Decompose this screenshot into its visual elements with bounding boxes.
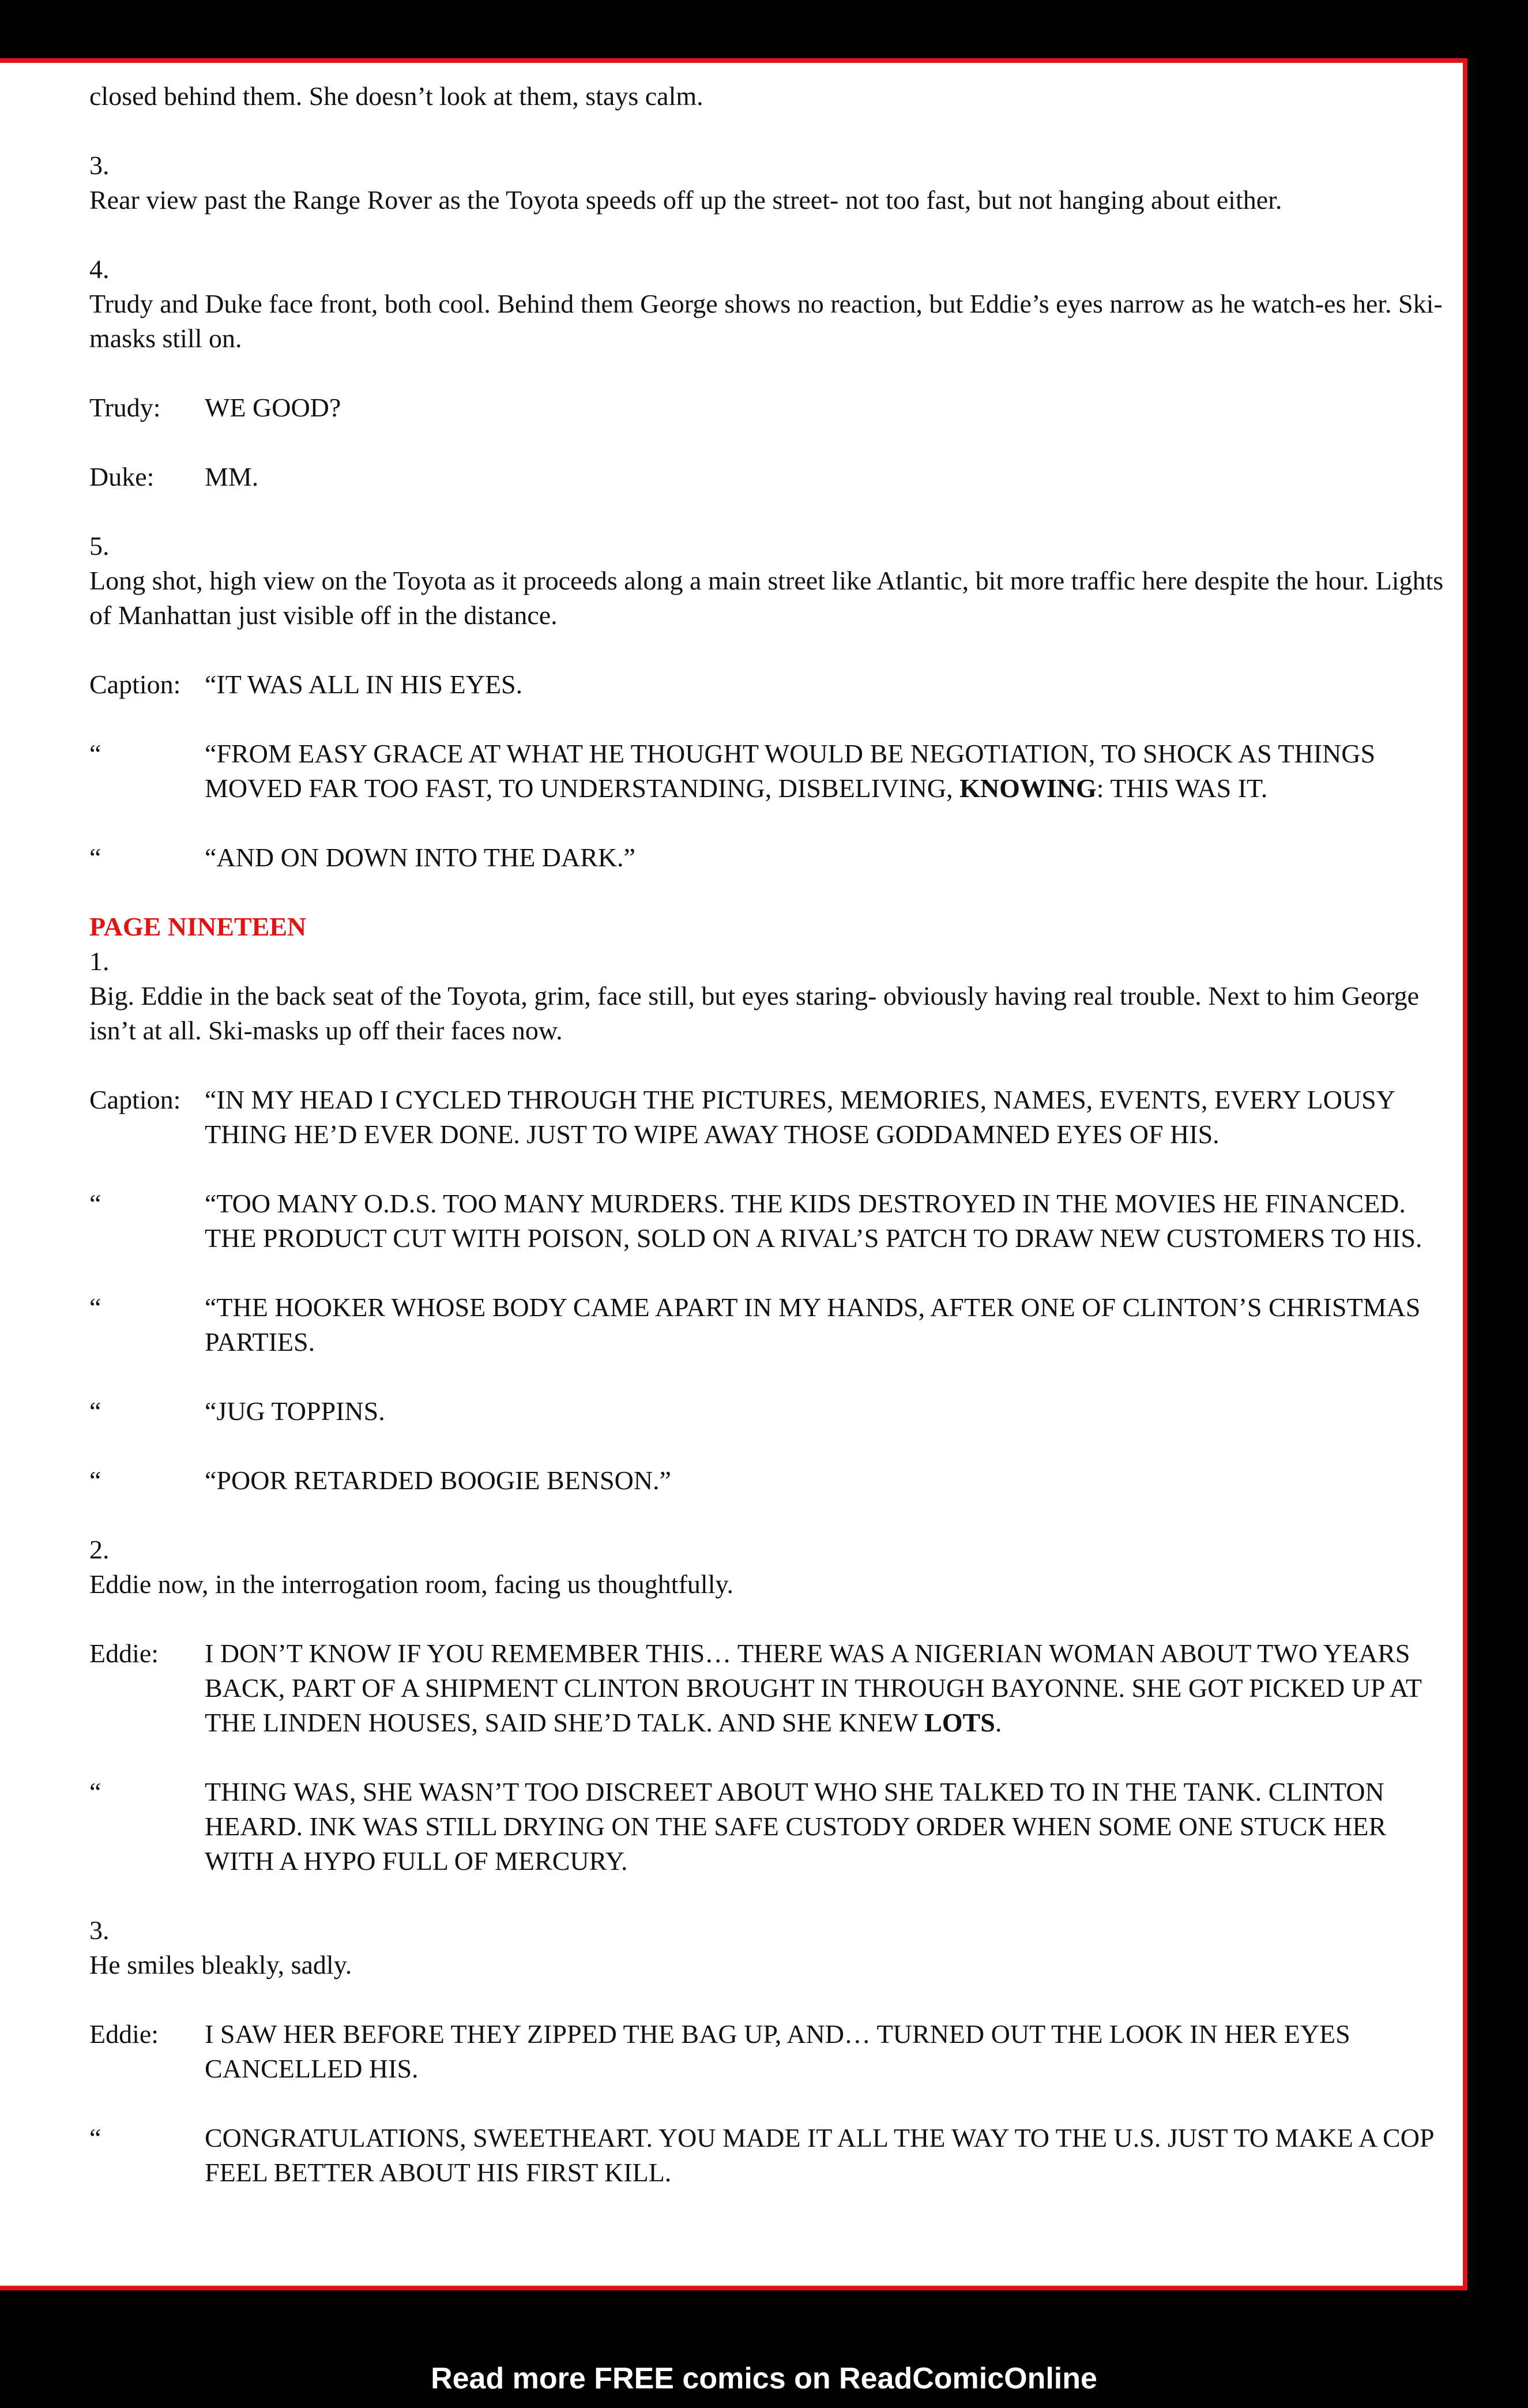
caption-text: “POOR RETARDED BOOGIE BENSON.”	[205, 1466, 671, 1495]
dialogue-line	[89, 460, 1444, 494]
dialogue-line	[89, 1636, 1444, 1740]
script-content	[89, 79, 1444, 2225]
dialogue-line	[89, 1775, 1444, 1879]
caption-text: “THE HOOKER WHOSE BODY CAME APART IN MY HANDS, AFTER ONE OF CLINTON’S CHRISTMAS PARTIES.	[205, 1293, 1421, 1357]
panel-number: 1.	[89, 946, 110, 976]
emphasis-text: LOTS	[924, 1708, 995, 1737]
emphasis-text: KNOWING	[959, 773, 1097, 803]
panel-number: 3.	[89, 151, 110, 180]
caption-line	[89, 1083, 1444, 1152]
speaker-label: “	[89, 1189, 101, 1218]
caption-text: “JUG TOPPINS.	[205, 1396, 385, 1426]
dialogue-text	[205, 1636, 1444, 1740]
caption-line	[89, 737, 1444, 806]
footer-link[interactable]: Read more FREE comics on ReadComicOnline	[431, 2362, 1097, 2395]
caption-text	[205, 737, 1444, 806]
speaker-label: Trudy:	[89, 393, 161, 422]
speaker-label: “	[89, 1777, 101, 1806]
caption-text-part: “FROM EASY GRACE AT WHAT HE THOUGHT WOULD BE NEGOTIATION, TO SHOCK AS THINGS MOVED FAR TOO FAST, TO UNDERSTANDING, DISBELIVING,	[205, 739, 1376, 803]
speaker-label: Caption:	[89, 670, 181, 699]
panel-number: 3.	[89, 1915, 110, 1945]
dialogue-text: WE GOOD?	[205, 393, 341, 422]
speaker-label: Caption:	[89, 1085, 181, 1114]
panel-number: 5.	[89, 531, 110, 561]
panel-number: 4.	[89, 254, 110, 284]
speaker-label: “	[89, 1396, 101, 1426]
panel-description: Long shot, high view on the Toyota as it proceeds along a main street like Atlantic, bit more traffic here despite the hour. Lights of Manhattan just visible off in the distance.	[89, 566, 1444, 630]
panel-description: He smiles bleakly, sadly.	[89, 1950, 352, 1979]
dialogue-text: THING WAS, SHE WASN’T TOO DISCREET ABOUT WHO SHE TALKED TO IN THE TANK. CLINTON HEARD. INK WAS STILL DRYING ON THE SAFE CUSTODY ORDER WHEN SOME ONE STUCK HER WITH A HYPO FULL OF MERCURY.	[205, 1777, 1387, 1876]
dialogue-line	[89, 390, 1444, 425]
speaker-label: “	[89, 843, 101, 872]
caption-text: “AND ON DOWN INTO THE DARK.”	[205, 843, 635, 872]
caption-text-part: : THIS WAS IT.	[1096, 773, 1268, 803]
panel-description: Big. Eddie in the back seat of the Toyota, grim, face still, but eyes staring- obviously having real trouble. Next to him George isn’t at all. Ski-masks up off their faces now.	[89, 981, 1420, 1045]
dialogue-text: CONGRATULATIONS, SWEETHEART. YOU MADE IT ALL THE WAY TO THE U.S. JUST TO MAKE A COP FEEL BETTER ABOUT HIS FIRST KILL.	[205, 2123, 1433, 2187]
dialogue-text-part: I DON’T KNOW IF YOU REMEMBER THIS… THERE WAS A NIGERIAN WOMAN ABOUT TWO YEARS BACK, PART OF A SHIPMENT CLINTON BROUGHT IN THROUGH BAYONNE. SHE GOT PICKED UP AT THE LINDEN HOUSES, SAID SHE’D TALK. AND SHE KNEW	[205, 1639, 1422, 1737]
speaker-label: Eddie:	[89, 1639, 159, 1668]
speaker-label: Duke:	[89, 462, 155, 491]
caption-line	[89, 1290, 1444, 1359]
speaker-label: “	[89, 1466, 101, 1495]
panel-description: Rear view past the Range Rover as the Toyota speeds off up the street- not too fast, but not hanging about either.	[89, 185, 1282, 215]
panel-number: 2.	[89, 1535, 110, 1564]
dialogue-text: MM.	[205, 462, 259, 491]
speaker-label: Eddie:	[89, 2019, 159, 2049]
intro-paragraph: closed behind them. She doesn’t look at them, stays calm.	[89, 81, 703, 111]
dialogue-text: I SAW HER BEFORE THEY ZIPPED THE BAG UP, AND… TURNED OUT THE LOOK IN HER EYES CANCELLED HIS.	[205, 2019, 1350, 2083]
panel-description: Eddie now, in the interrogation room, facing us thoughtfully.	[89, 1569, 733, 1599]
caption-text: “TOO MANY O.D.S. TOO MANY MURDERS. THE KIDS DESTROYED IN THE MOVIES HE FINANCED. THE PRODUCT CUT WITH POISON, SOLD ON A RIVAL’S PATCH TO DRAW NEW CUSTOMERS TO HIS.	[205, 1189, 1422, 1253]
caption-text: “IT WAS ALL IN HIS EYES.	[205, 670, 523, 699]
speaker-label: “	[89, 739, 101, 768]
panel-description: Trudy and Duke face front, both cool. Behind them George shows no reaction, but Eddie’s eyes narrow as he watch-es her. Ski-masks still on.	[89, 289, 1443, 353]
caption-line	[89, 667, 1444, 702]
dialogue-line	[89, 2017, 1444, 2086]
caption-text: “IN MY HEAD I CYCLED THROUGH THE PICTURES, MEMORIES, NAMES, EVENTS, EVERY LOUSY THING HE’D EVER DONE. JUST TO WIPE AWAY THOSE GODDAMNED EYES OF HIS.	[205, 1085, 1395, 1149]
dialogue-line	[89, 2121, 1444, 2190]
caption-line	[89, 1186, 1444, 1256]
caption-line	[89, 1463, 1444, 1498]
script-page	[0, 58, 1467, 2290]
speaker-label: “	[89, 2123, 101, 2152]
caption-line	[89, 1394, 1444, 1429]
page-heading: PAGE NINETEEN	[89, 912, 307, 941]
dialogue-text-part: .	[995, 1708, 1002, 1737]
speaker-label: “	[89, 1293, 101, 1322]
caption-line	[89, 840, 1444, 875]
